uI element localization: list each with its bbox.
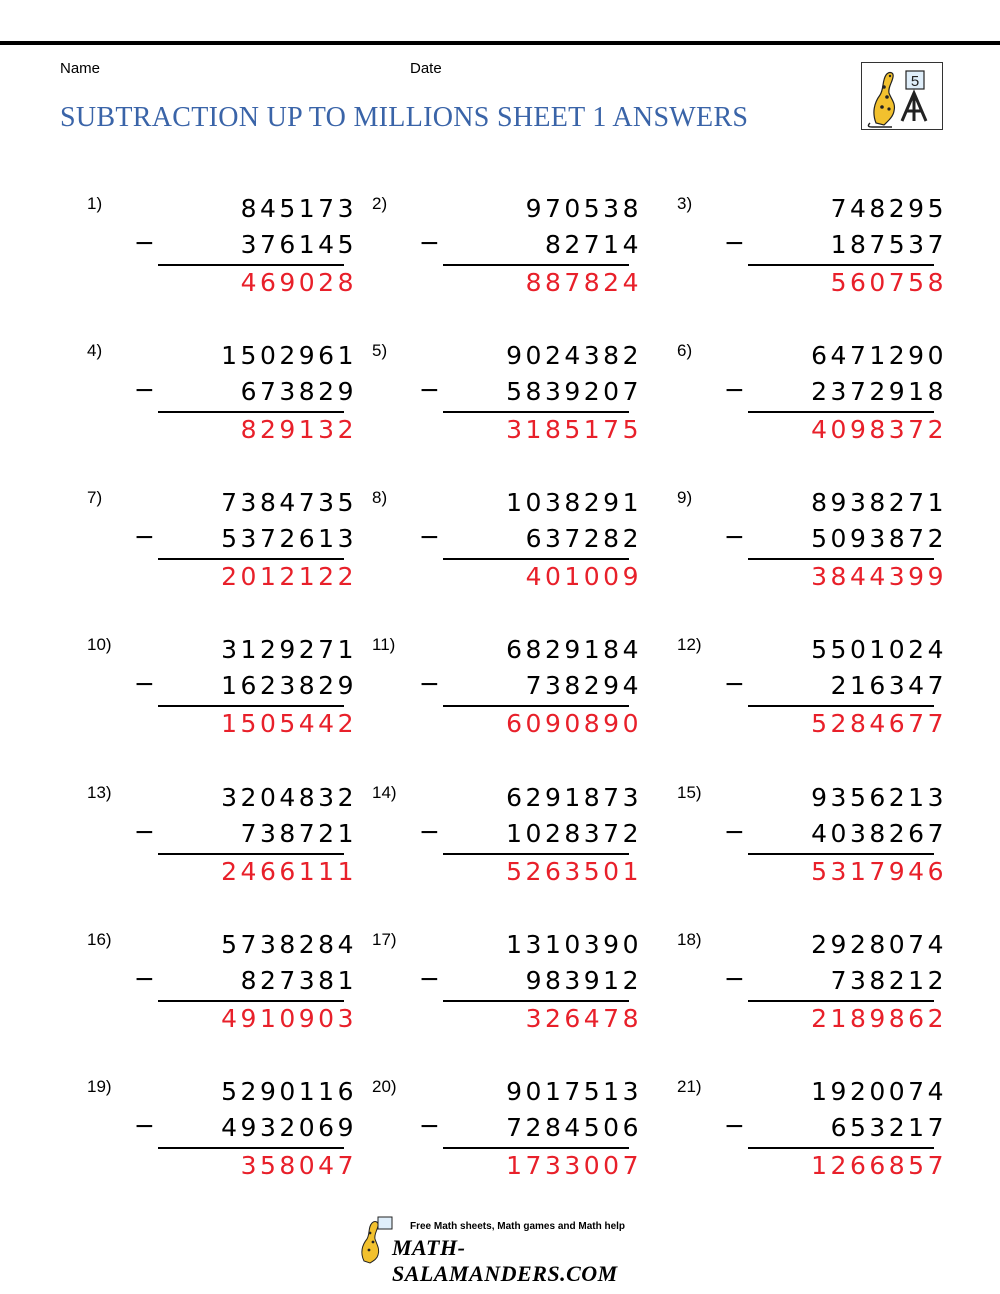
answer: 469028 [240,268,357,297]
answer-rule [443,705,629,707]
footer-salamander-icon [354,1215,394,1265]
subtrahend: 983912 [525,966,642,995]
answer: 560758 [830,268,947,297]
subtrahend: 5372613 [221,524,357,553]
problem-20 [372,1077,642,1197]
answer-rule [443,1000,629,1002]
subtrahend: 82714 [544,230,642,259]
minus-sign: − [134,375,155,404]
problem-16 [87,930,357,1050]
minus-sign: − [134,228,155,257]
problem-number: 1) [87,194,103,213]
problem-number: 6) [677,341,693,360]
minus-sign: − [134,964,155,993]
minuend: 5501024 [811,635,947,664]
problem-18 [677,930,947,1050]
problem-7 [87,488,357,608]
answer-rule [443,558,629,560]
answer-rule [748,705,934,707]
minuend: 748295 [830,194,947,223]
answer: 5317946 [811,857,947,886]
subtrahend: 738294 [525,671,642,700]
answer: 5263501 [506,857,642,886]
problem-number: 12) [677,635,702,654]
minuend: 9356213 [811,783,947,812]
answer: 1266857 [811,1151,947,1180]
subtrahend: 216347 [830,671,947,700]
minus-sign: − [724,817,745,846]
answer: 3844399 [811,562,947,591]
problem-number: 10) [87,635,112,654]
problem-4 [87,341,357,461]
subtrahend: 4038267 [811,819,947,848]
problem-2 [372,194,642,314]
answer: 6090890 [506,709,642,738]
minuend: 3129271 [221,635,357,664]
answer-rule [748,264,934,266]
problem-number: 18) [677,930,702,949]
answer: 3185175 [506,415,642,444]
problem-number: 20) [372,1077,397,1096]
problem-8 [372,488,642,608]
problem-15 [677,783,947,903]
minus-sign: − [724,669,745,698]
minuend: 6291873 [506,783,642,812]
footer-logo [350,1215,650,1286]
subtrahend: 5093872 [811,524,947,553]
subtrahend: 673829 [240,377,357,406]
minuend: 6829184 [506,635,642,664]
minuend: 1038291 [506,488,642,517]
answer-rule [748,1000,934,1002]
answer-rule [158,1147,344,1149]
problem-number: 17) [372,930,397,949]
minus-sign: − [724,375,745,404]
minus-sign: − [419,964,440,993]
answer-rule [443,264,629,266]
subtrahend: 376145 [240,230,357,259]
answer-rule [443,853,629,855]
answer-rule [748,558,934,560]
answer-rule [748,853,934,855]
problem-5 [372,341,642,461]
problem-number: 8) [372,488,388,507]
subtrahend: 738212 [830,966,947,995]
answer: 2189862 [811,1004,947,1033]
problem-17 [372,930,642,1050]
answer: 1505442 [221,709,357,738]
answer-rule [158,1000,344,1002]
answer-rule [158,705,344,707]
minus-sign: − [419,522,440,551]
minuend: 2928074 [811,930,947,959]
minus-sign: − [724,522,745,551]
minus-sign: − [134,817,155,846]
minus-sign: − [419,817,440,846]
footer-site-name: MATH-SALAMANDERS.COM [392,1235,618,1286]
answer: 4910903 [221,1004,357,1033]
problem-21 [677,1077,947,1197]
answer: 5284677 [811,709,947,738]
subtrahend: 827381 [240,966,357,995]
answer: 4098372 [811,415,947,444]
minuend: 9017513 [506,1077,642,1106]
answer-rule [748,411,934,413]
answer: 401009 [525,562,642,591]
answer: 1733007 [506,1151,642,1180]
problem-6 [677,341,947,461]
problem-number: 2) [372,194,388,213]
subtrahend: 4932069 [221,1113,357,1142]
problem-number: 16) [87,930,112,949]
minus-sign: − [724,228,745,257]
minus-sign: − [419,669,440,698]
answer-rule [748,1147,934,1149]
answer-rule [443,1147,629,1149]
problem-number: 7) [87,488,103,507]
answer-rule [158,558,344,560]
minus-sign: − [724,1111,745,1140]
problem-number: 14) [372,783,397,802]
problem-number: 21) [677,1077,702,1096]
subtrahend: 1623829 [221,671,357,700]
problem-number: 13) [87,783,112,802]
minuend: 845173 [240,194,357,223]
problem-19 [87,1077,357,1197]
subtrahend: 5839207 [506,377,642,406]
problem-11 [372,635,642,755]
subtrahend: 2372918 [811,377,947,406]
minuend: 1502961 [221,341,357,370]
subtrahend: 1028372 [506,819,642,848]
problem-number: 5) [372,341,388,360]
subtrahend: 7284506 [506,1113,642,1142]
problem-number: 11) [372,635,396,654]
minuend: 970538 [525,194,642,223]
minus-sign: − [134,522,155,551]
answer: 326478 [525,1004,642,1033]
problem-12 [677,635,947,755]
date-label: Date [410,60,442,77]
minus-sign: − [419,1111,440,1140]
minus-sign: − [134,669,155,698]
minuend: 3204832 [221,783,357,812]
footer-tagline: Free Math sheets, Math games and Math help [410,1221,626,1232]
top-rule [0,41,1000,45]
problem-1 [87,194,357,314]
subtrahend: 637282 [525,524,642,553]
answer-rule [158,264,344,266]
problem-number: 19) [87,1077,112,1096]
salamander-logo-icon [862,63,942,129]
minus-sign: − [724,964,745,993]
problem-number: 4) [87,341,103,360]
minuend: 1920074 [811,1077,947,1106]
answer-rule [443,411,629,413]
answer: 2012122 [221,562,357,591]
problem-number: 15) [677,783,702,802]
problem-number: 3) [677,194,693,213]
minuend: 7384735 [221,488,357,517]
problem-13 [87,783,357,903]
problem-9 [677,488,947,608]
answer: 887824 [525,268,642,297]
subtrahend: 187537 [830,230,947,259]
minuend: 5290116 [221,1077,357,1106]
answer: 2466111 [221,857,357,886]
grade-number: 5 [910,73,920,90]
minuend: 9024382 [506,341,642,370]
subtrahend: 653217 [830,1113,947,1142]
minuend: 6471290 [811,341,947,370]
answer: 358047 [240,1151,357,1180]
answer-rule [158,853,344,855]
minuend: 8938271 [811,488,947,517]
grade-logo [861,62,943,130]
name-label: Name [60,60,101,77]
answer: 829132 [240,415,357,444]
page-title: SUBTRACTION UP TO MILLIONS SHEET 1 ANSWERS [60,102,749,133]
minus-sign: − [134,1111,155,1140]
minus-sign: − [419,228,440,257]
problem-10 [87,635,357,755]
subtrahend: 738721 [240,819,357,848]
problem-14 [372,783,642,903]
problem-3 [677,194,947,314]
minuend: 1310390 [506,930,642,959]
minuend: 5738284 [221,930,357,959]
problem-number: 9) [677,488,693,507]
minus-sign: − [419,375,440,404]
answer-rule [158,411,344,413]
